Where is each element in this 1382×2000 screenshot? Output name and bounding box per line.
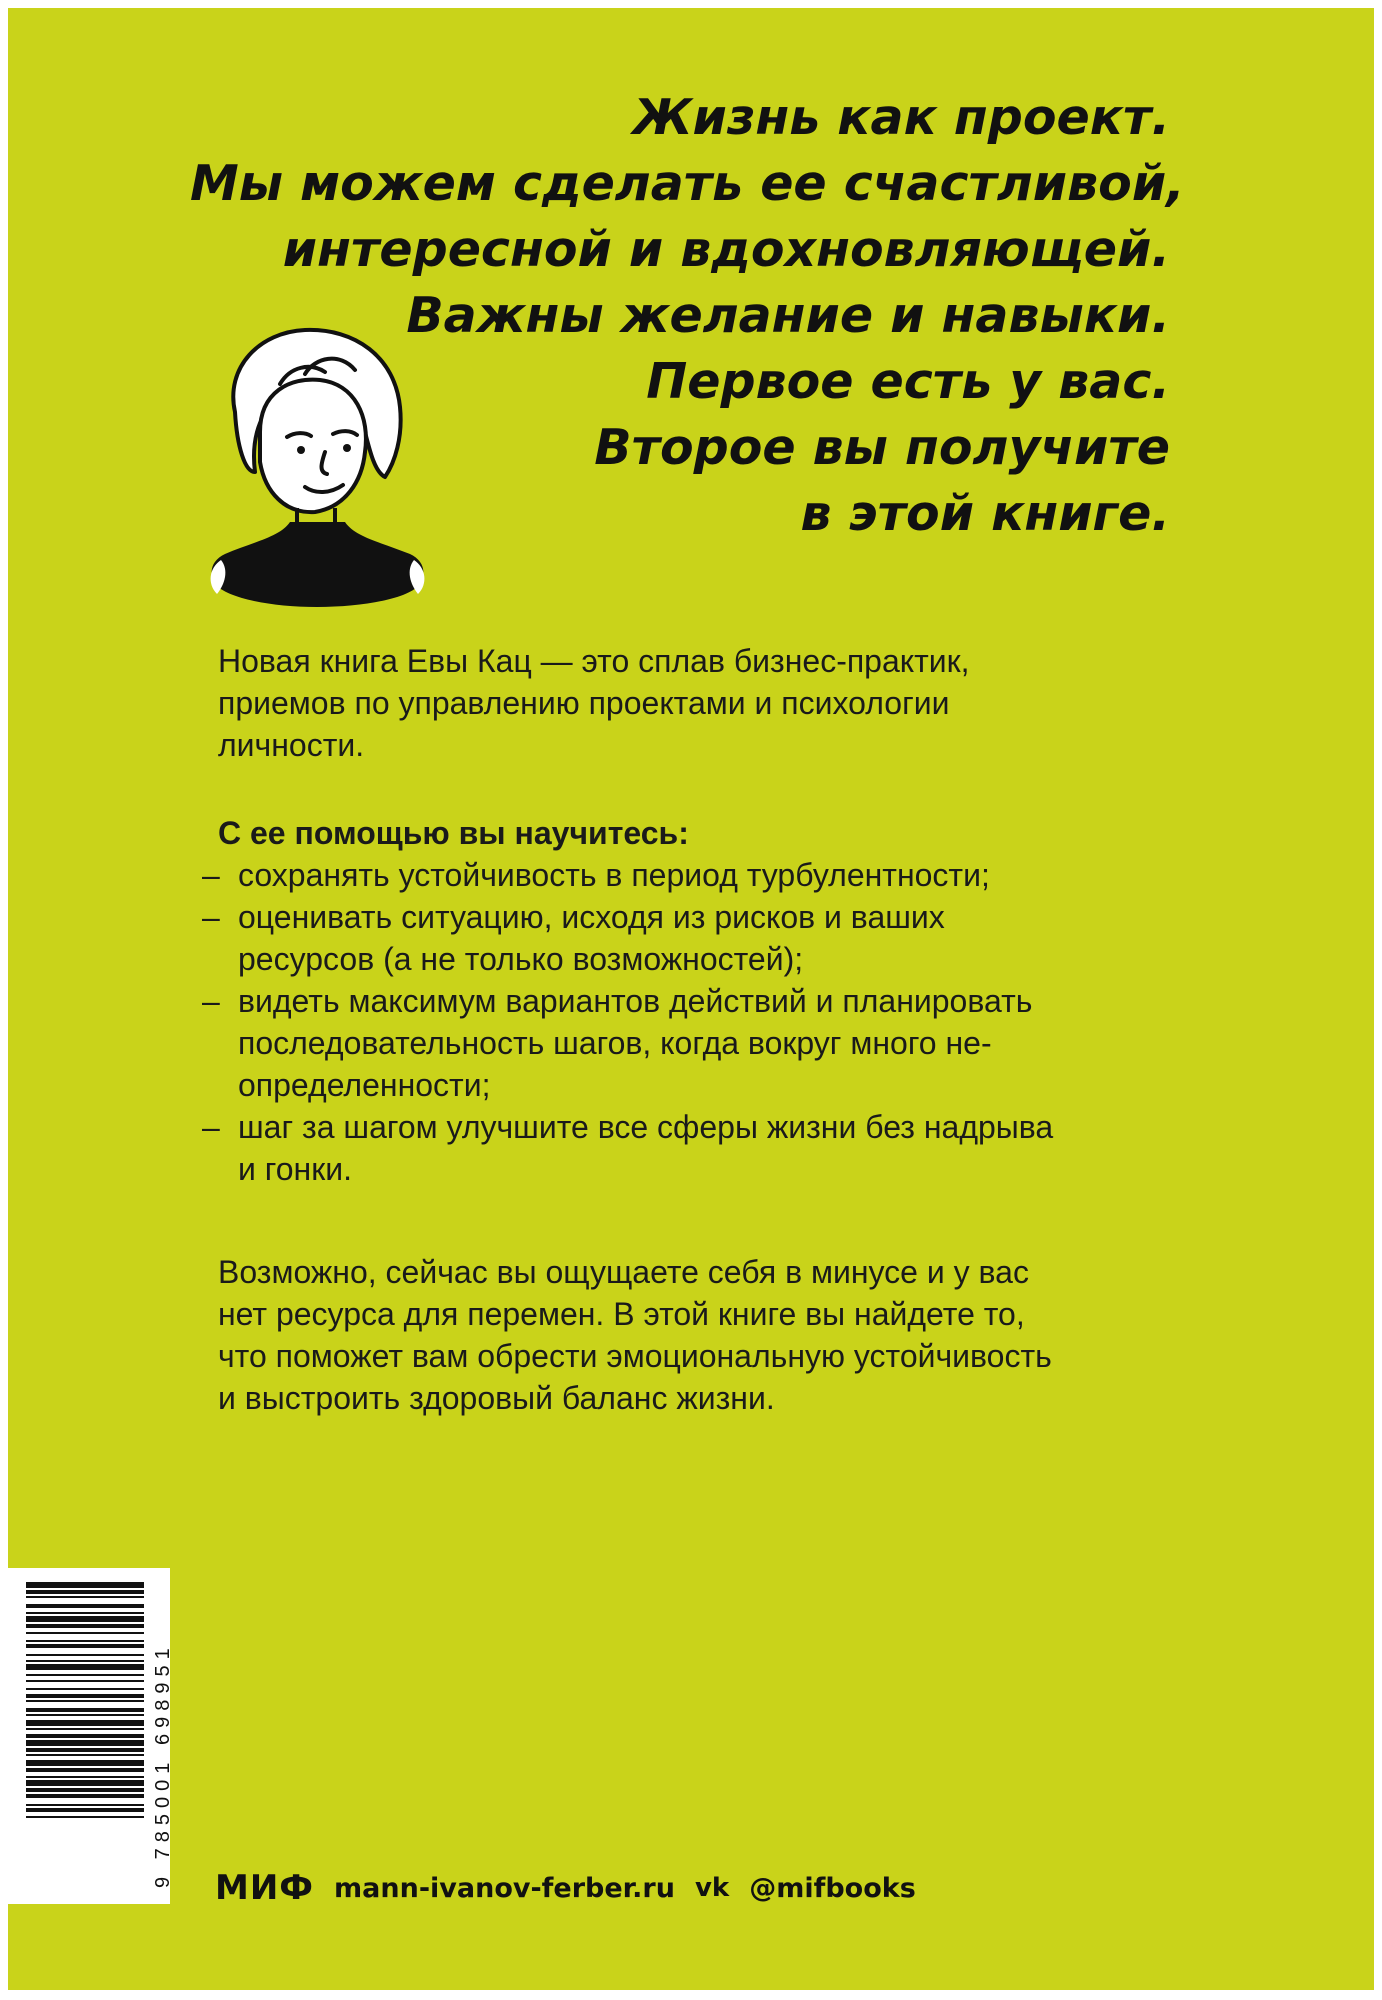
list-item-line: и гонки.: [238, 1151, 352, 1187]
barcode-bar: [26, 1590, 144, 1594]
barcode-bar: [26, 1714, 144, 1716]
barcode-bar: [26, 1644, 144, 1648]
intro-line: приемов по управлению проектами и психологии: [218, 685, 950, 721]
barcode-bar: [26, 1760, 144, 1766]
dash-bullet: –: [202, 1109, 220, 1145]
barcode-bar: [26, 1640, 144, 1642]
barcode-bar: [26, 1788, 144, 1792]
barcode-bar: [26, 1734, 144, 1738]
barcode-bar: [26, 1700, 144, 1702]
barcode-bar: [26, 1680, 144, 1682]
closing-line: что поможет вам обрести эмоциональную устойчивость: [218, 1338, 1052, 1374]
barcode-bar: [26, 1804, 144, 1806]
woman-portrait-illustration: [205, 322, 430, 607]
slogan-line: Жизнь как проект.: [632, 89, 1170, 146]
barcode-bar: [26, 1748, 144, 1752]
barcode-bar: [26, 1780, 144, 1786]
barcode-bar: [26, 1708, 144, 1712]
intro-paragraph: [218, 640, 1178, 766]
publisher-logo: МИФ: [215, 1868, 315, 1908]
isbn-number: 9 785001 698951: [152, 1642, 174, 1888]
barcode-bar: [26, 1624, 144, 1628]
list-item-line: видеть максимум вариантов действий и планировать: [238, 983, 1033, 1019]
closing-line: и выстроить здоровый баланс жизни.: [218, 1380, 775, 1416]
vk-icon[interactable]: vk: [694, 1873, 730, 1903]
slogan-line: Важны желание и навыки.: [406, 287, 1170, 344]
barcode-bar: [26, 1604, 144, 1608]
intro-line: Новая книга Евы Кац — это сплав бизнес-практик,: [218, 643, 970, 679]
list-item-line: сохранять устойчивость в период турбулентности;: [238, 857, 990, 893]
slogan-line: Мы можем сделать ее счастливой,: [190, 155, 1185, 212]
social-handle[interactable]: @mifbooks: [749, 1872, 916, 1904]
barcode-bar: [26, 1654, 144, 1656]
dash-bullet: –: [202, 983, 220, 1019]
list-item: [202, 896, 1178, 980]
dash-bullet: –: [202, 899, 220, 935]
list-item-line: оценивать ситуацию, исходя из рисков и ваших: [238, 899, 945, 935]
barcode-bar: [26, 1694, 144, 1698]
intro-line: личности.: [218, 727, 365, 763]
barcode-bar: [26, 1816, 144, 1818]
list-item: [202, 980, 1178, 1106]
list-item-line: определенности;: [238, 1067, 491, 1103]
slogan-line: Второе вы получите: [594, 419, 1170, 476]
website-link[interactable]: mann-ivanov-ferber.ru: [334, 1872, 675, 1904]
barcode: [8, 1568, 170, 1904]
barcode-bars: [8, 1568, 170, 1904]
learn-list: [202, 854, 1178, 1190]
barcode-bar: [26, 1660, 144, 1662]
closing-paragraph: [218, 1251, 1178, 1419]
dash-bullet: –: [202, 857, 220, 893]
barcode-bar: [26, 1582, 144, 1588]
barcode-bar: [26, 1612, 144, 1614]
barcode-bar: [26, 1728, 144, 1730]
list-item-line: последовательность шагов, когда вокруг много не-: [238, 1025, 992, 1061]
barcode-bar: [26, 1632, 144, 1634]
list-item-line: ресурсов (а не только возможностей);: [238, 941, 804, 977]
learn-title: С ее помощью вы научитесь:: [218, 815, 689, 851]
barcode-bar: [26, 1596, 144, 1598]
closing-line: Возможно, сейчас вы ощущаете себя в минусе и у вас: [218, 1254, 1029, 1290]
barcode-bar: [26, 1794, 144, 1798]
barcode-bar: [26, 1688, 144, 1690]
barcode-bar: [26, 1768, 144, 1772]
barcode-bar: [26, 1808, 144, 1812]
barcode-bar: [26, 1754, 144, 1756]
slogan-line: Первое есть у вас.: [646, 353, 1170, 410]
list-item: [202, 854, 1178, 896]
barcode-bar: [26, 1776, 144, 1778]
slogan-line: в этой книге.: [800, 485, 1170, 542]
barcode-bar: [26, 1740, 144, 1746]
barcode-bar: [26, 1664, 144, 1670]
learn-section: [202, 812, 1178, 1190]
closing-line: нет ресурса для перемен. В этой книге вы найдете то,: [218, 1296, 1025, 1332]
barcode-bar: [26, 1674, 144, 1676]
list-item: [202, 1106, 1178, 1190]
barcode-bar: [26, 1720, 144, 1726]
slogan-line: интересной и вдохновляющей.: [282, 221, 1170, 278]
footer: [215, 1862, 916, 1914]
list-item-line: шаг за шагом улучшите все сферы жизни без надрыва: [238, 1109, 1054, 1145]
barcode-bar: [26, 1616, 144, 1622]
